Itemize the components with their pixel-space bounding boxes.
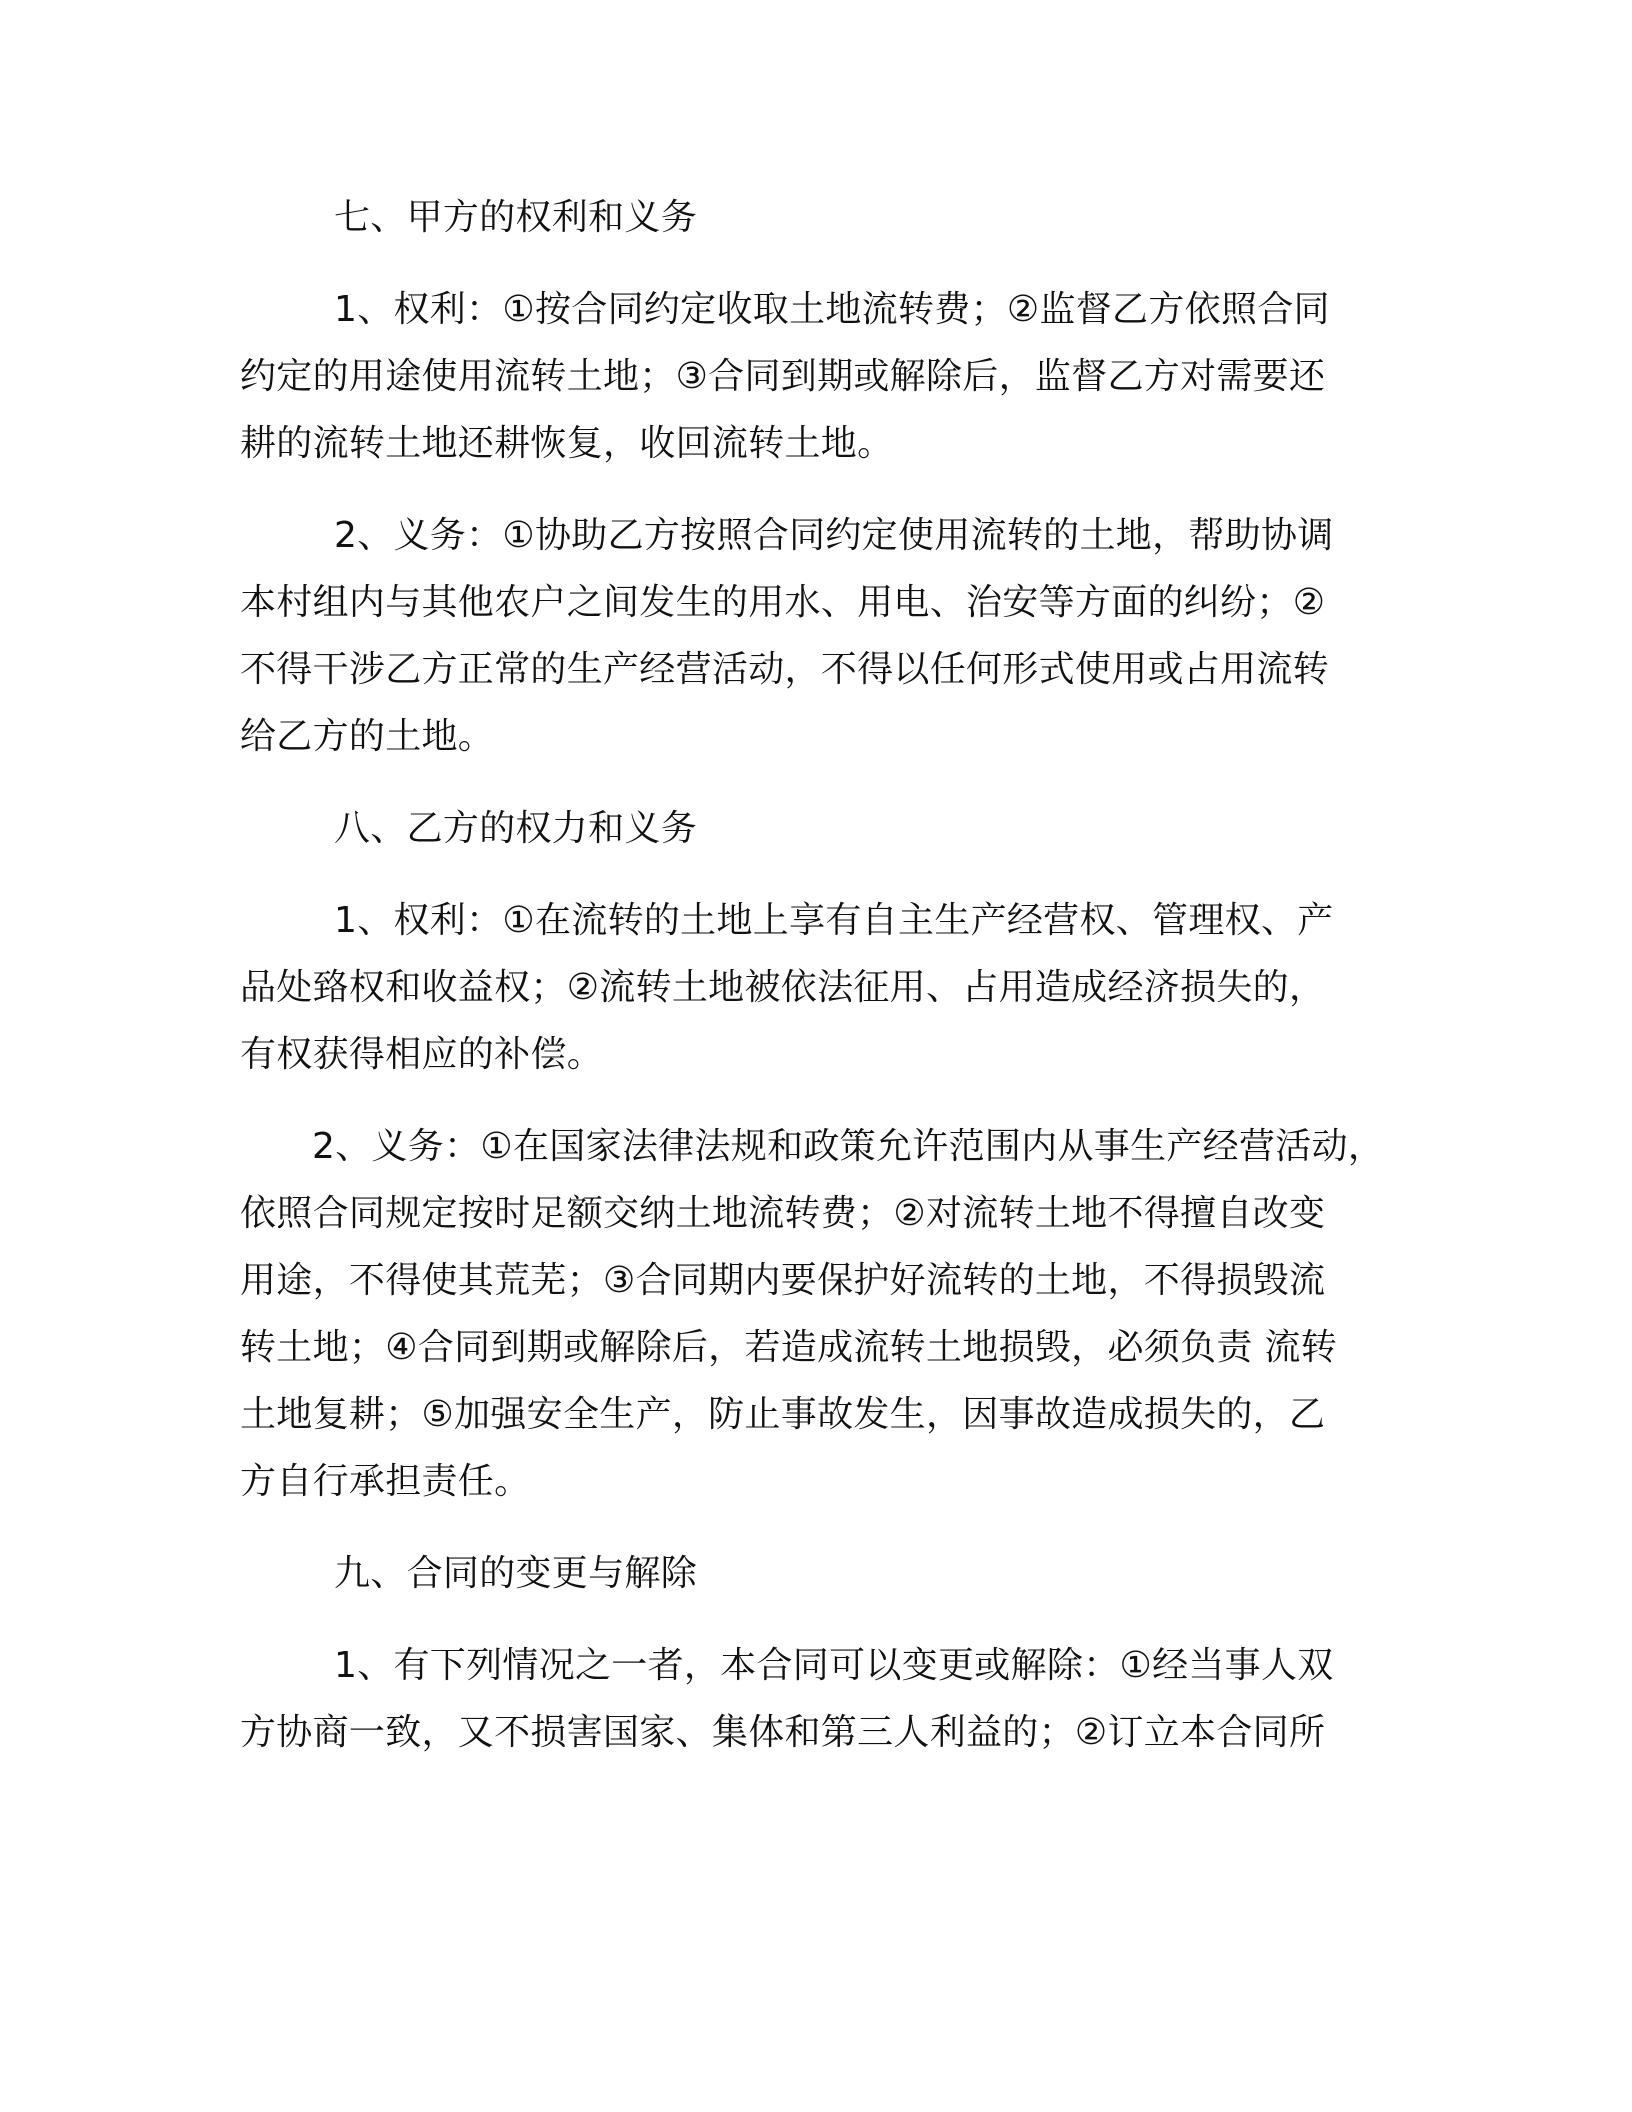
paragraph-line: 约定的用途使用流转土地；③合同到期或解除后，监督乙方对需要还 bbox=[240, 356, 1326, 397]
paragraph-line: 1、有下列情况之一者，本合同可以变更或解除：①经当事人双 bbox=[334, 1645, 1334, 1686]
section-heading: 八、乙方的权力和义务 bbox=[334, 808, 698, 849]
paragraph-line: 方自行承担责任。 bbox=[240, 1461, 531, 1502]
paragraph-line: 耕的流转土地还耕恢复，收回流转土地。 bbox=[240, 423, 894, 464]
section-heading: 七、甲方的权利和义务 bbox=[334, 197, 698, 238]
paragraph-line: 有权获得相应的补偿。 bbox=[240, 1034, 604, 1075]
paragraph-line: 2、义务：①协助乙方按照合同约定使用流转的土地，帮助协调 bbox=[334, 515, 1334, 556]
paragraph-line: 品处臵权和收益权；②流转土地被依法征用、占用造成经济损失的， bbox=[240, 967, 1326, 1008]
paragraph-line: 本村组内与其他农户之间发生的用水、用电、治安等方面的纠纷；② bbox=[240, 582, 1326, 623]
paragraph-line: 给乙方的土地。 bbox=[240, 716, 495, 757]
paragraph-line: 2、义务：①在国家法律法规和政策允许范围内从事生产经营活动， bbox=[312, 1126, 1385, 1167]
section-heading: 九、合同的变更与解除 bbox=[334, 1553, 698, 1594]
paragraph-line: 用途，不得使其荒芜；③合同期内要保护好流转的土地，不得损毁流 bbox=[240, 1260, 1326, 1301]
paragraph-line: 转土地；④合同到期或解除后，若造成流转土地损毁，必须负责 流转 bbox=[240, 1327, 1338, 1368]
paragraph-line: 土地复耕；⑤加强安全生产，防止事故发生，因事故造成损失的，乙 bbox=[240, 1394, 1326, 1435]
paragraph-line: 1、权利：①按合同约定收取土地流转费；②监督乙方依照合同 bbox=[334, 289, 1330, 330]
paragraph-line: 1、权利：①在流转的土地上享有自主生产经营权、管理权、产 bbox=[334, 900, 1334, 941]
paragraph-line: 不得干涉乙方正常的生产经营活动，不得以任何形式使用或占用流转 bbox=[240, 649, 1330, 690]
paragraph-line: 依照合同规定按时足额交纳土地流转费；②对流转土地不得擅自改变 bbox=[240, 1193, 1326, 1234]
paragraph-line: 方协商一致，又不损害国家、集体和第三人利益的；②订立本合同所 bbox=[240, 1712, 1326, 1753]
